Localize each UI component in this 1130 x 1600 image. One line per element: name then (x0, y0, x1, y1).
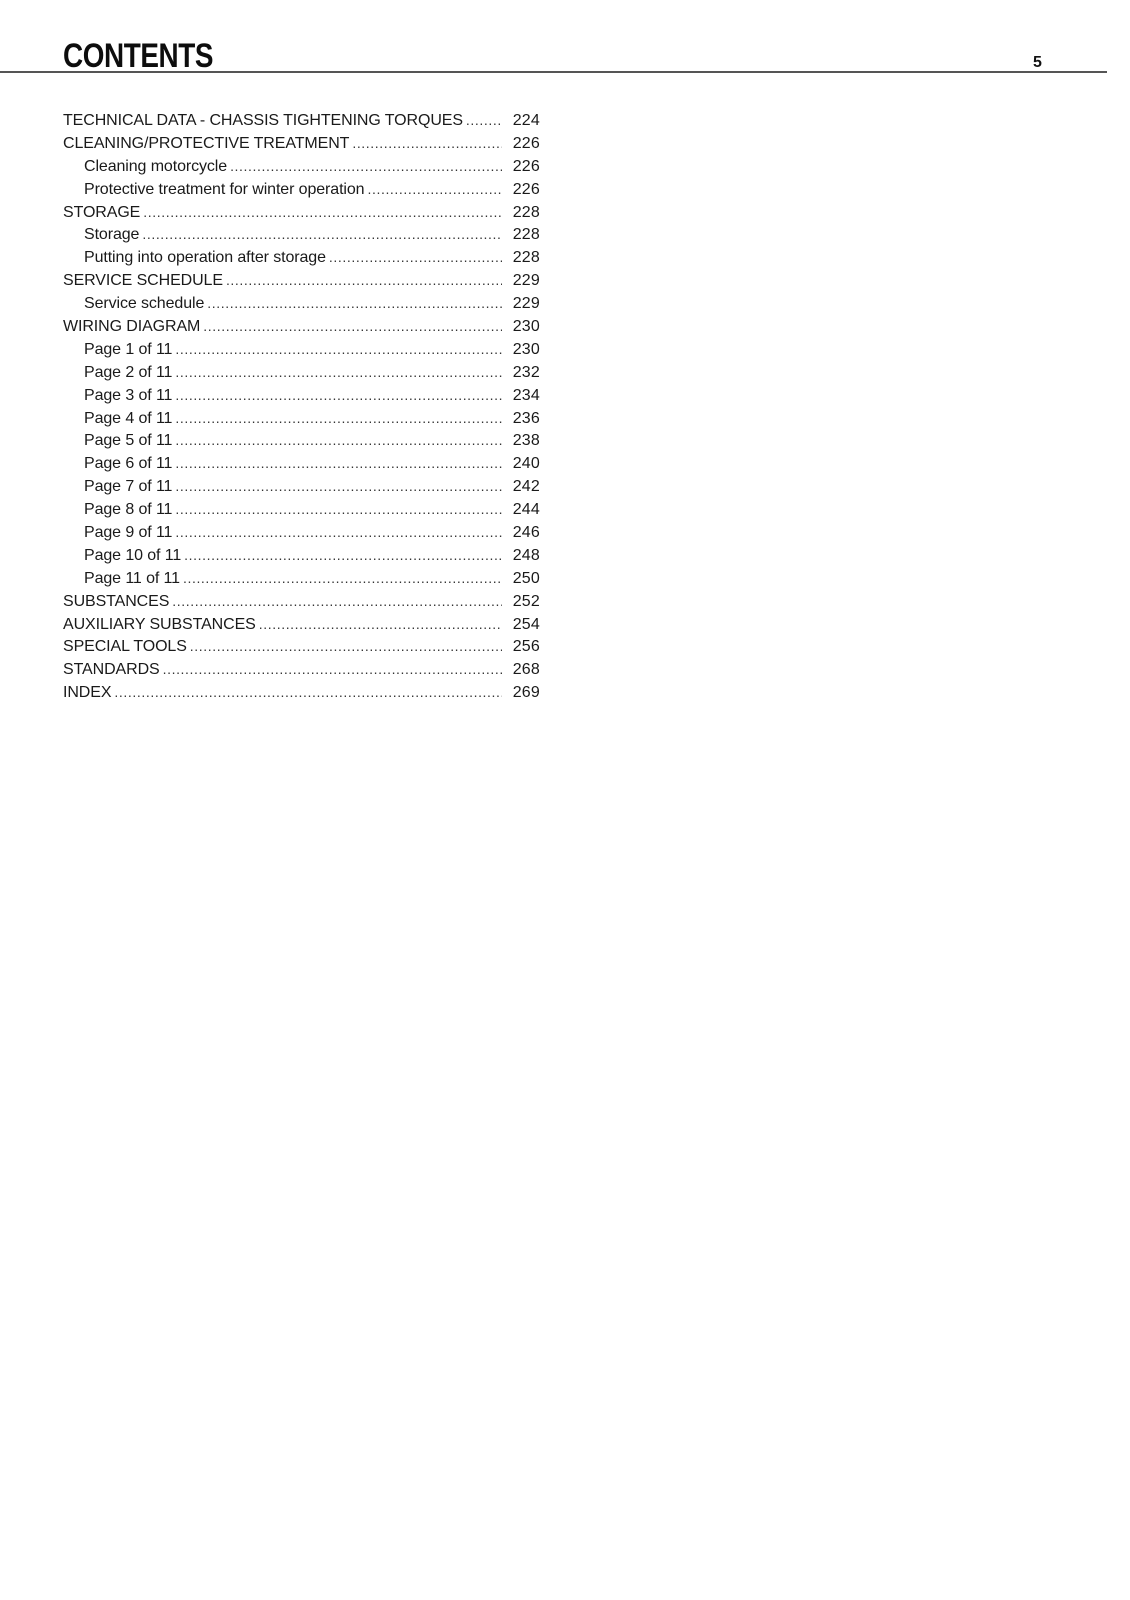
toc-entry[interactable] (63, 681, 540, 704)
toc-entry-page: 248 (512, 546, 540, 564)
toc-entry[interactable] (63, 338, 540, 361)
toc-entry-label: Service schedule (84, 293, 207, 316)
toc-entry-label: Page 4 of 11 (84, 408, 175, 431)
toc-entry[interactable] (63, 544, 540, 567)
toc-entry[interactable] (63, 521, 540, 544)
dot-leader (183, 567, 502, 590)
toc-entry-page: 238 (512, 432, 540, 450)
toc-entry-page: 228 (512, 203, 540, 221)
toc-entry-page: 252 (512, 592, 540, 610)
toc-entry-label: Cleaning motorcycle (84, 156, 230, 179)
table-of-contents (63, 109, 540, 704)
toc-entry-label: TECHNICAL DATA - CHASSIS TIGHTENING TORQUES (63, 110, 466, 133)
toc-entry-label: Storage (84, 224, 142, 247)
toc-entry-page: 226 (512, 134, 540, 152)
page-header (0, 0, 1107, 73)
toc-entry-page: 269 (512, 684, 540, 702)
toc-entry-label: Page 2 of 11 (84, 362, 175, 385)
dot-leader (184, 544, 502, 567)
toc-entry[interactable] (63, 269, 540, 292)
toc-entry[interactable] (63, 178, 540, 201)
toc-entry[interactable] (63, 109, 540, 132)
toc-entry[interactable] (63, 201, 540, 224)
toc-entry-label: Page 7 of 11 (84, 476, 175, 499)
dot-leader (226, 269, 502, 292)
toc-entry[interactable] (63, 155, 540, 178)
dot-leader (163, 658, 502, 681)
dot-leader (175, 452, 502, 475)
dot-leader (114, 681, 502, 704)
toc-entry[interactable] (63, 452, 540, 475)
toc-entry-label: Page 6 of 11 (84, 453, 175, 476)
dot-leader (190, 635, 502, 658)
toc-entry-label: WIRING DIAGRAM (63, 316, 203, 339)
toc-entry[interactable] (63, 613, 540, 636)
dot-leader (203, 315, 502, 338)
toc-entry[interactable] (63, 407, 540, 430)
toc-entry-page: 229 (512, 272, 540, 290)
toc-entry-page: 240 (512, 455, 540, 473)
dot-leader (352, 132, 502, 155)
dot-leader (259, 613, 502, 636)
toc-entry-label: Page 9 of 11 (84, 522, 175, 545)
toc-entry-label: CLEANING/PROTECTIVE TREATMENT (63, 133, 352, 156)
dot-leader (175, 429, 502, 452)
toc-entry-page: 226 (512, 157, 540, 175)
toc-entry-label: Page 5 of 11 (84, 430, 175, 453)
toc-entry-label: SERVICE SCHEDULE (63, 270, 226, 293)
toc-entry[interactable] (63, 361, 540, 384)
toc-entry-label: INDEX (63, 682, 114, 705)
dot-leader (207, 292, 502, 315)
toc-entry-label: Page 11 of 11 (84, 568, 183, 591)
toc-entry-label: SUBSTANCES (63, 591, 172, 614)
toc-entry[interactable] (63, 132, 540, 155)
toc-entry[interactable] (63, 246, 540, 269)
dot-leader (175, 338, 502, 361)
toc-entry-label: Page 8 of 11 (84, 499, 175, 522)
toc-entry-page: 228 (512, 249, 540, 267)
dot-leader (143, 201, 502, 224)
page-title: CONTENTS (63, 37, 214, 75)
toc-entry-page: 236 (512, 409, 540, 427)
toc-entry-label: Protective treatment for winter operation (84, 179, 367, 202)
dot-leader (175, 407, 502, 430)
dot-leader (175, 521, 502, 544)
toc-entry[interactable] (63, 635, 540, 658)
dot-leader (466, 109, 502, 132)
toc-entry[interactable] (63, 223, 540, 246)
dot-leader (175, 384, 502, 407)
toc-entry-page: 256 (512, 638, 540, 656)
toc-entry-label: AUXILIARY SUBSTANCES (63, 614, 259, 637)
dot-leader (142, 223, 502, 246)
toc-entry-page: 226 (512, 180, 540, 198)
toc-entry-label: Page 1 of 11 (84, 339, 175, 362)
toc-entry[interactable] (63, 292, 540, 315)
dot-leader (230, 155, 502, 178)
toc-entry-page: 234 (512, 386, 540, 404)
toc-entry-label: Page 10 of 11 (84, 545, 184, 568)
toc-entry-page: 242 (512, 478, 540, 496)
toc-entry-page: 232 (512, 363, 540, 381)
toc-entry[interactable] (63, 498, 540, 521)
dot-leader (175, 475, 502, 498)
toc-entry-label: STANDARDS (63, 659, 163, 682)
toc-entry[interactable] (63, 590, 540, 613)
toc-entry-page: 246 (512, 524, 540, 542)
toc-entry-page: 250 (512, 569, 540, 587)
toc-entry-page: 230 (512, 318, 540, 336)
dot-leader (367, 178, 502, 201)
toc-entry-page: 224 (512, 112, 540, 129)
dot-leader (329, 246, 502, 269)
toc-entry[interactable] (63, 567, 540, 590)
toc-entry[interactable] (63, 384, 540, 407)
toc-entry-page: 228 (512, 226, 540, 244)
dot-leader (175, 498, 502, 521)
toc-entry-page: 254 (512, 615, 540, 633)
toc-entry-page: 244 (512, 501, 540, 519)
toc-entry-label: Putting into operation after storage (84, 247, 329, 270)
toc-entry-label: SPECIAL TOOLS (63, 636, 190, 659)
toc-entry-page: 268 (512, 661, 540, 679)
toc-entry-label: STORAGE (63, 202, 143, 225)
toc-entry[interactable] (63, 475, 540, 498)
toc-entry-label: Page 3 of 11 (84, 385, 175, 408)
toc-entry[interactable] (63, 429, 540, 452)
toc-entry[interactable] (63, 315, 540, 338)
page-number: 5 (1033, 54, 1042, 71)
toc-entry-page: 229 (512, 295, 540, 313)
dot-leader (172, 590, 502, 613)
toc-entry-page: 230 (512, 340, 540, 358)
toc-entry[interactable] (63, 658, 540, 681)
dot-leader (175, 361, 502, 384)
